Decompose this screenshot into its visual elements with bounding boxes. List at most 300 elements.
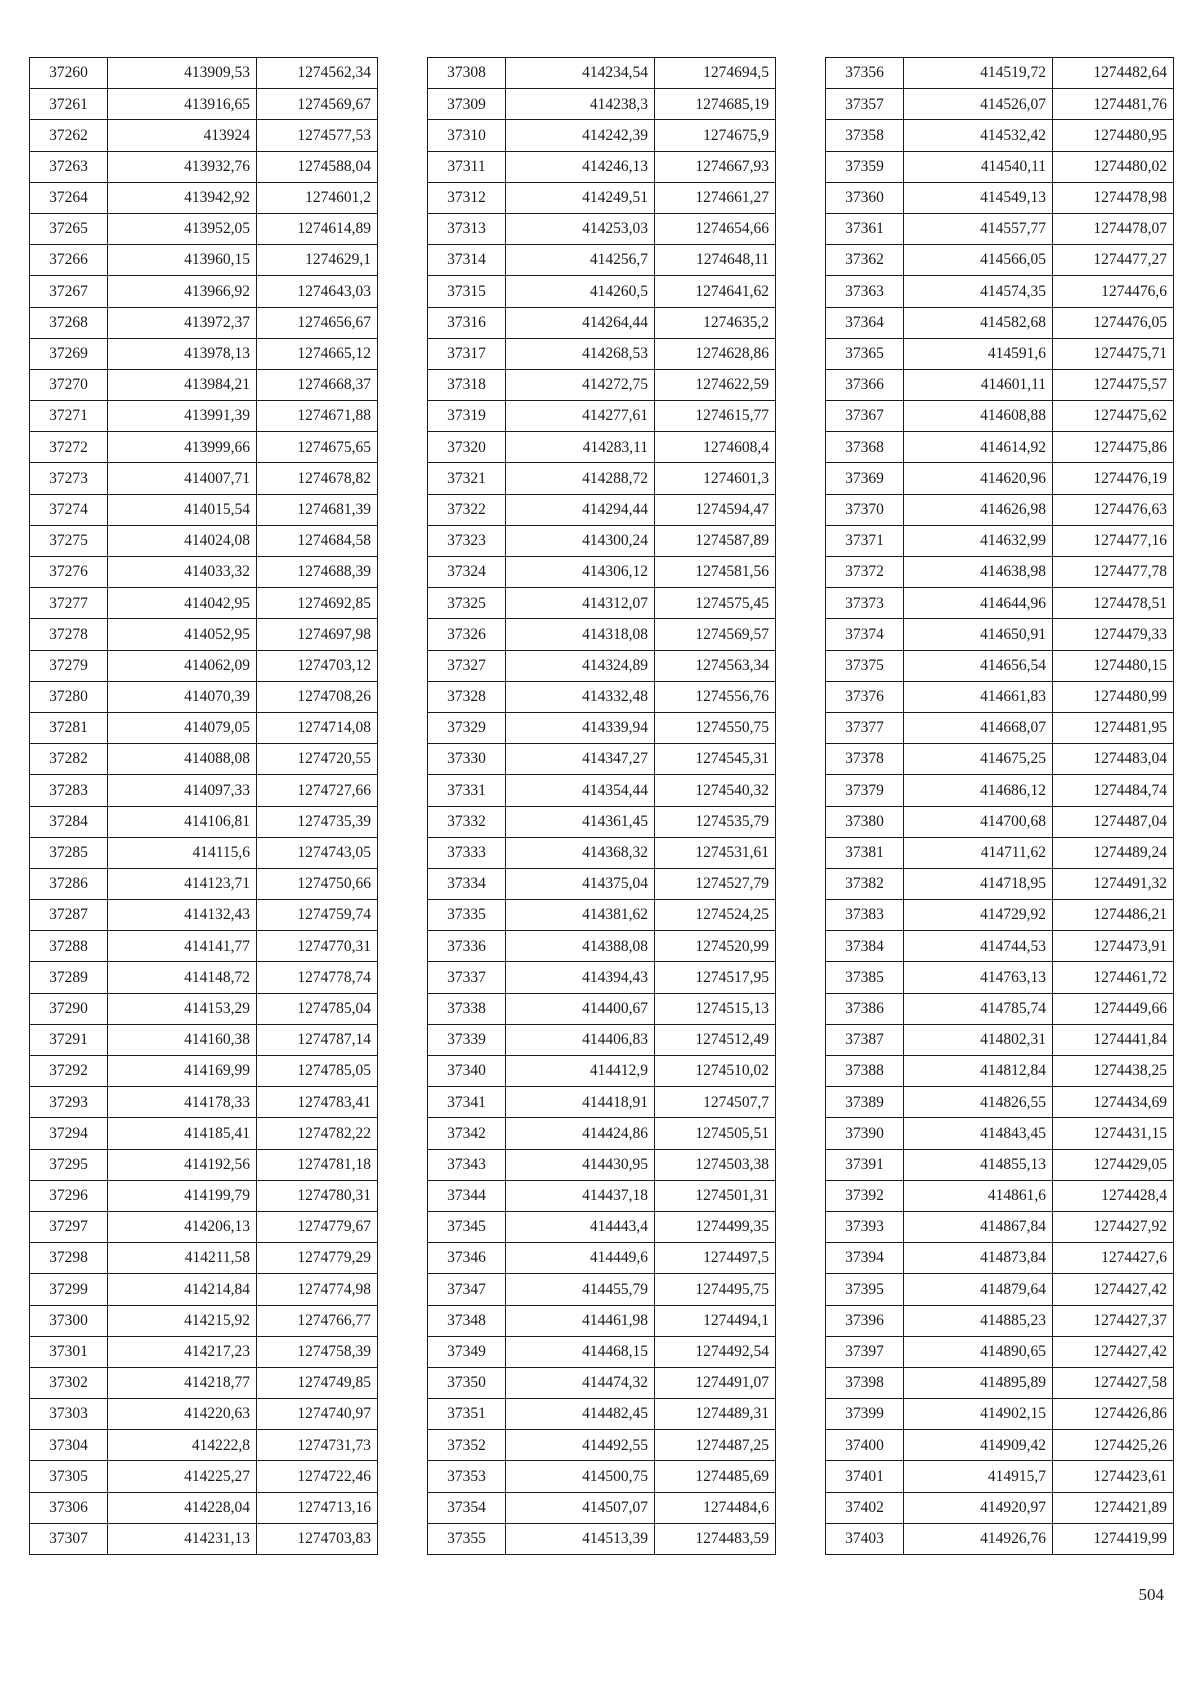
y-coordinate-cell: 1274714,08: [257, 712, 378, 743]
table-row: [428, 432, 776, 463]
y-coordinate-cell: 1274481,76: [1053, 89, 1174, 120]
table-row: [826, 868, 1174, 899]
point-number-cell: 37332: [428, 806, 506, 837]
y-coordinate-cell: 1274731,73: [257, 1430, 378, 1461]
point-number-cell: 37403: [826, 1523, 904, 1554]
x-coordinate-cell: 414238,3: [506, 89, 655, 120]
table-row: [428, 775, 776, 806]
table-row: [428, 1461, 776, 1492]
point-number-cell: 37402: [826, 1492, 904, 1523]
y-coordinate-cell: 1274487,25: [655, 1430, 776, 1461]
point-number-cell: 37398: [826, 1367, 904, 1398]
y-coordinate-cell: 1274441,84: [1053, 1024, 1174, 1055]
point-number-cell: 37363: [826, 276, 904, 307]
x-coordinate-cell: 414412,9: [506, 1056, 655, 1087]
x-coordinate-cell: 414132,43: [108, 900, 257, 931]
x-coordinate-cell: 414744,53: [904, 931, 1053, 962]
x-coordinate-cell: 413916,65: [108, 89, 257, 120]
table-row: [826, 401, 1174, 432]
x-coordinate-cell: 414272,75: [506, 369, 655, 400]
x-coordinate-cell: 414867,84: [904, 1211, 1053, 1242]
table-row: [826, 58, 1174, 89]
table-row: [30, 588, 378, 619]
point-number-cell: 37264: [30, 182, 108, 213]
x-coordinate-cell: 414283,11: [506, 432, 655, 463]
y-coordinate-cell: 1274461,72: [1053, 962, 1174, 993]
point-number-cell: 37346: [428, 1243, 506, 1274]
point-number-cell: 37368: [826, 432, 904, 463]
x-coordinate-cell: 414222,8: [108, 1430, 257, 1461]
y-coordinate-cell: 1274491,32: [1053, 868, 1174, 899]
point-number-cell: 37329: [428, 712, 506, 743]
y-coordinate-cell: 1274735,39: [257, 806, 378, 837]
x-coordinate-cell: 414455,79: [506, 1274, 655, 1305]
point-number-cell: 37355: [428, 1523, 506, 1554]
y-coordinate-cell: 1274495,75: [655, 1274, 776, 1305]
table-row: [30, 1305, 378, 1336]
table-row: [826, 1180, 1174, 1211]
point-number-cell: 37260: [30, 58, 108, 89]
x-coordinate-cell: 414601,11: [904, 369, 1053, 400]
x-coordinate-cell: 414437,18: [506, 1180, 655, 1211]
y-coordinate-cell: 1274562,34: [257, 58, 378, 89]
table-row: [826, 1118, 1174, 1149]
x-coordinate-cell: 414644,96: [904, 588, 1053, 619]
y-coordinate-cell: 1274486,21: [1053, 900, 1174, 931]
x-coordinate-cell: 414902,15: [904, 1399, 1053, 1430]
x-coordinate-cell: 413972,37: [108, 307, 257, 338]
point-number-cell: 37394: [826, 1243, 904, 1274]
y-coordinate-cell: 1274615,77: [655, 401, 776, 432]
y-coordinate-cell: 1274431,15: [1053, 1118, 1174, 1149]
x-coordinate-cell: 414885,23: [904, 1305, 1053, 1336]
y-coordinate-cell: 1274429,05: [1053, 1149, 1174, 1180]
x-coordinate-cell: 414115,6: [108, 837, 257, 868]
table-row: [428, 525, 776, 556]
y-coordinate-cell: 1274684,58: [257, 525, 378, 556]
table-row: [826, 369, 1174, 400]
point-number-cell: 37373: [826, 588, 904, 619]
point-number-cell: 37306: [30, 1492, 108, 1523]
table-row: [428, 151, 776, 182]
table-row: [428, 619, 776, 650]
point-number-cell: 37277: [30, 588, 108, 619]
table-row: [30, 432, 378, 463]
y-coordinate-cell: 1274675,9: [655, 120, 776, 151]
y-coordinate-cell: 1274503,38: [655, 1149, 776, 1180]
table-row: [428, 89, 776, 120]
y-coordinate-cell: 1274577,53: [257, 120, 378, 151]
table-row: [826, 89, 1174, 120]
y-coordinate-cell: 1274703,83: [257, 1523, 378, 1554]
y-coordinate-cell: 1274524,25: [655, 900, 776, 931]
point-number-cell: 37300: [30, 1305, 108, 1336]
table-row: [30, 806, 378, 837]
table-row: [30, 837, 378, 868]
table-row: [30, 1492, 378, 1523]
point-number-cell: 37297: [30, 1211, 108, 1242]
point-number-cell: 37362: [826, 245, 904, 276]
table-row: [826, 213, 1174, 244]
x-coordinate-cell: 414264,44: [506, 307, 655, 338]
x-coordinate-cell: 414199,79: [108, 1180, 257, 1211]
point-number-cell: 37283: [30, 775, 108, 806]
y-coordinate-cell: 1274545,31: [655, 744, 776, 775]
x-coordinate-cell: 414141,77: [108, 931, 257, 962]
y-coordinate-cell: 1274427,6: [1053, 1243, 1174, 1274]
y-coordinate-cell: 1274681,39: [257, 494, 378, 525]
table-row: [30, 182, 378, 213]
table-row: [428, 307, 776, 338]
table-row: [428, 712, 776, 743]
y-coordinate-cell: 1274601,2: [257, 182, 378, 213]
point-number-cell: 37309: [428, 89, 506, 120]
point-number-cell: 37287: [30, 900, 108, 931]
y-coordinate-cell: 1274476,6: [1053, 276, 1174, 307]
table-row: [30, 1336, 378, 1367]
y-coordinate-cell: 1274641,62: [655, 276, 776, 307]
y-coordinate-cell: 1274489,31: [655, 1399, 776, 1430]
point-number-cell: 37317: [428, 338, 506, 369]
y-coordinate-cell: 1274482,64: [1053, 58, 1174, 89]
y-coordinate-cell: 1274575,45: [655, 588, 776, 619]
table-row: [428, 1149, 776, 1180]
point-number-cell: 37326: [428, 619, 506, 650]
point-number-cell: 37356: [826, 58, 904, 89]
point-number-cell: 37268: [30, 307, 108, 338]
y-coordinate-cell: 1274675,65: [257, 432, 378, 463]
table-row: [428, 1118, 776, 1149]
x-coordinate-cell: 414160,38: [108, 1024, 257, 1055]
x-coordinate-cell: 414253,03: [506, 213, 655, 244]
point-number-cell: 37308: [428, 58, 506, 89]
table-row: [826, 650, 1174, 681]
x-coordinate-cell: 414895,89: [904, 1367, 1053, 1398]
x-coordinate-cell: 414218,77: [108, 1367, 257, 1398]
x-coordinate-cell: 414375,04: [506, 868, 655, 899]
y-coordinate-cell: 1274581,56: [655, 557, 776, 588]
table-row: [826, 432, 1174, 463]
x-coordinate-cell: 414430,95: [506, 1149, 655, 1180]
table-row: [428, 588, 776, 619]
point-number-cell: 37344: [428, 1180, 506, 1211]
table-row: [30, 1056, 378, 1087]
x-coordinate-cell: 414700,68: [904, 806, 1053, 837]
y-coordinate-cell: 1274727,66: [257, 775, 378, 806]
table-row: [30, 213, 378, 244]
y-coordinate-cell: 1274477,16: [1053, 525, 1174, 556]
point-number-cell: 37333: [428, 837, 506, 868]
table-row: [826, 494, 1174, 525]
x-coordinate-cell: 414339,94: [506, 712, 655, 743]
page-number: 504: [1138, 1585, 1164, 1604]
x-coordinate-cell: 414638,98: [904, 557, 1053, 588]
point-number-cell: 37271: [30, 401, 108, 432]
y-coordinate-cell: 1274550,75: [655, 712, 776, 743]
table-row: [428, 1430, 776, 1461]
x-coordinate-cell: 414926,76: [904, 1523, 1053, 1554]
y-coordinate-cell: 1274427,42: [1053, 1274, 1174, 1305]
x-coordinate-cell: 414843,45: [904, 1118, 1053, 1149]
y-coordinate-cell: 1274778,74: [257, 962, 378, 993]
point-number-cell: 37279: [30, 650, 108, 681]
table-row: [30, 276, 378, 307]
point-number-cell: 37291: [30, 1024, 108, 1055]
y-coordinate-cell: 1274665,12: [257, 338, 378, 369]
point-number-cell: 37284: [30, 806, 108, 837]
x-coordinate-cell: 413999,66: [108, 432, 257, 463]
y-coordinate-cell: 1274629,1: [257, 245, 378, 276]
point-number-cell: 37280: [30, 681, 108, 712]
table-row: [30, 1367, 378, 1398]
y-coordinate-cell: 1274722,46: [257, 1461, 378, 1492]
table-row: [428, 1399, 776, 1430]
x-coordinate-cell: 414169,99: [108, 1056, 257, 1087]
x-coordinate-cell: 414540,11: [904, 151, 1053, 182]
y-coordinate-cell: 1274654,66: [655, 213, 776, 244]
x-coordinate-cell: 413924: [108, 120, 257, 151]
y-coordinate-cell: 1274485,69: [655, 1461, 776, 1492]
point-number-cell: 37314: [428, 245, 506, 276]
x-coordinate-cell: 414153,29: [108, 993, 257, 1024]
x-coordinate-cell: 414033,32: [108, 557, 257, 588]
x-coordinate-cell: 414920,97: [904, 1492, 1053, 1523]
point-number-cell: 37386: [826, 993, 904, 1024]
x-coordinate-cell: 413952,05: [108, 213, 257, 244]
table-row: [428, 1367, 776, 1398]
point-number-cell: 37401: [826, 1461, 904, 1492]
x-coordinate-cell: 414557,77: [904, 213, 1053, 244]
y-coordinate-cell: 1274678,82: [257, 463, 378, 494]
y-coordinate-cell: 1274497,5: [655, 1243, 776, 1274]
point-number-cell: 37392: [826, 1180, 904, 1211]
table-row: [30, 900, 378, 931]
x-coordinate-cell: 414042,95: [108, 588, 257, 619]
x-coordinate-cell: 414608,88: [904, 401, 1053, 432]
table-row: [428, 1180, 776, 1211]
y-coordinate-cell: 1274628,86: [655, 338, 776, 369]
x-coordinate-cell: 414500,75: [506, 1461, 655, 1492]
table-row: [826, 1243, 1174, 1274]
point-number-cell: 37315: [428, 276, 506, 307]
y-coordinate-cell: 1274480,15: [1053, 650, 1174, 681]
y-coordinate-cell: 1274770,31: [257, 931, 378, 962]
y-coordinate-cell: 1274643,03: [257, 276, 378, 307]
table-row: [428, 1056, 776, 1087]
point-number-cell: 37390: [826, 1118, 904, 1149]
table-row: [428, 1024, 776, 1055]
x-coordinate-cell: 414915,7: [904, 1461, 1053, 1492]
table-row: [30, 775, 378, 806]
point-number-cell: 37360: [826, 182, 904, 213]
point-number-cell: 37337: [428, 962, 506, 993]
x-coordinate-cell: 414626,98: [904, 494, 1053, 525]
table-row: [826, 1461, 1174, 1492]
table-row: [826, 1492, 1174, 1523]
y-coordinate-cell: 1274501,31: [655, 1180, 776, 1211]
table-row: [826, 806, 1174, 837]
table-row: [826, 837, 1174, 868]
x-coordinate-cell: 413966,92: [108, 276, 257, 307]
point-number-cell: 37316: [428, 307, 506, 338]
x-coordinate-cell: 414015,54: [108, 494, 257, 525]
x-coordinate-cell: 414729,92: [904, 900, 1053, 931]
x-coordinate-cell: 414802,31: [904, 1024, 1053, 1055]
point-number-cell: 37278: [30, 619, 108, 650]
point-number-cell: 37292: [30, 1056, 108, 1087]
point-number-cell: 37289: [30, 962, 108, 993]
coordinates-table-3: [825, 57, 1174, 1555]
point-number-cell: 37321: [428, 463, 506, 494]
table-row: [826, 712, 1174, 743]
point-number-cell: 37341: [428, 1087, 506, 1118]
point-number-cell: 37318: [428, 369, 506, 400]
x-coordinate-cell: 414879,64: [904, 1274, 1053, 1305]
x-coordinate-cell: 414217,23: [108, 1336, 257, 1367]
y-coordinate-cell: 1274425,26: [1053, 1430, 1174, 1461]
table-row: [30, 1149, 378, 1180]
x-coordinate-cell: 414268,53: [506, 338, 655, 369]
x-coordinate-cell: 414909,42: [904, 1430, 1053, 1461]
point-number-cell: 37269: [30, 338, 108, 369]
x-coordinate-cell: 414873,84: [904, 1243, 1053, 1274]
table-row: [428, 1305, 776, 1336]
table-row: [826, 557, 1174, 588]
x-coordinate-cell: 414249,51: [506, 182, 655, 213]
y-coordinate-cell: 1274520,99: [655, 931, 776, 962]
x-coordinate-cell: 414185,41: [108, 1118, 257, 1149]
x-coordinate-cell: 414492,55: [506, 1430, 655, 1461]
x-coordinate-cell: 413932,76: [108, 151, 257, 182]
x-coordinate-cell: 414443,4: [506, 1211, 655, 1242]
x-coordinate-cell: 414220,63: [108, 1399, 257, 1430]
point-number-cell: 37388: [826, 1056, 904, 1087]
y-coordinate-cell: 1274692,85: [257, 588, 378, 619]
table-row: [826, 1274, 1174, 1305]
x-coordinate-cell: 414656,54: [904, 650, 1053, 681]
y-coordinate-cell: 1274477,78: [1053, 557, 1174, 588]
point-number-cell: 37395: [826, 1274, 904, 1305]
y-coordinate-cell: 1274419,99: [1053, 1523, 1174, 1554]
table-row: [30, 1243, 378, 1274]
table-row: [826, 338, 1174, 369]
y-coordinate-cell: 1274478,51: [1053, 588, 1174, 619]
x-coordinate-cell: 414890,65: [904, 1336, 1053, 1367]
table-row: [30, 401, 378, 432]
point-number-cell: 37352: [428, 1430, 506, 1461]
point-number-cell: 37382: [826, 868, 904, 899]
y-coordinate-cell: 1274427,42: [1053, 1336, 1174, 1367]
point-number-cell: 37313: [428, 213, 506, 244]
coordinates-table-1: [29, 57, 378, 1555]
x-coordinate-cell: 414256,7: [506, 245, 655, 276]
table-row: [826, 1087, 1174, 1118]
point-number-cell: 37389: [826, 1087, 904, 1118]
x-coordinate-cell: 413909,53: [108, 58, 257, 89]
y-coordinate-cell: 1274491,07: [655, 1367, 776, 1398]
y-coordinate-cell: 1274779,29: [257, 1243, 378, 1274]
table-row: [826, 619, 1174, 650]
x-coordinate-cell: 413978,13: [108, 338, 257, 369]
y-coordinate-cell: 1274563,34: [655, 650, 776, 681]
table-row: [428, 276, 776, 307]
x-coordinate-cell: 414052,95: [108, 619, 257, 650]
point-number-cell: 37379: [826, 775, 904, 806]
x-coordinate-cell: 414532,42: [904, 120, 1053, 151]
table-row: [30, 619, 378, 650]
point-number-cell: 37305: [30, 1461, 108, 1492]
point-number-cell: 37384: [826, 931, 904, 962]
y-coordinate-cell: 1274483,59: [655, 1523, 776, 1554]
point-number-cell: 37299: [30, 1274, 108, 1305]
x-coordinate-cell: 414519,72: [904, 58, 1053, 89]
point-number-cell: 37328: [428, 681, 506, 712]
point-number-cell: 37354: [428, 1492, 506, 1523]
table-row: [30, 463, 378, 494]
y-coordinate-cell: 1274480,02: [1053, 151, 1174, 182]
x-coordinate-cell: 414277,61: [506, 401, 655, 432]
point-number-cell: 37367: [826, 401, 904, 432]
point-number-cell: 37399: [826, 1399, 904, 1430]
y-coordinate-cell: 1274668,37: [257, 369, 378, 400]
table-row: [30, 1180, 378, 1211]
table-row: [30, 993, 378, 1024]
y-coordinate-cell: 1274489,24: [1053, 837, 1174, 868]
y-coordinate-cell: 1274478,98: [1053, 182, 1174, 213]
y-coordinate-cell: 1274512,49: [655, 1024, 776, 1055]
table-row: [826, 1149, 1174, 1180]
point-number-cell: 37270: [30, 369, 108, 400]
table-row: [428, 962, 776, 993]
point-number-cell: 37323: [428, 525, 506, 556]
point-number-cell: 37353: [428, 1461, 506, 1492]
table-row: [30, 307, 378, 338]
x-coordinate-cell: 413960,15: [108, 245, 257, 276]
table-row: [30, 1211, 378, 1242]
y-coordinate-cell: 1274427,58: [1053, 1367, 1174, 1398]
table-row: [826, 525, 1174, 556]
x-coordinate-cell: 414225,27: [108, 1461, 257, 1492]
x-coordinate-cell: 414394,43: [506, 962, 655, 993]
x-coordinate-cell: 414294,44: [506, 494, 655, 525]
point-number-cell: 37361: [826, 213, 904, 244]
point-number-cell: 37357: [826, 89, 904, 120]
y-coordinate-cell: 1274473,91: [1053, 931, 1174, 962]
y-coordinate-cell: 1274697,98: [257, 619, 378, 650]
x-coordinate-cell: 414650,91: [904, 619, 1053, 650]
table-row: [30, 1087, 378, 1118]
table-row: [826, 1430, 1174, 1461]
point-number-cell: 37263: [30, 151, 108, 182]
x-coordinate-cell: 414482,45: [506, 1399, 655, 1430]
y-coordinate-cell: 1274426,86: [1053, 1399, 1174, 1430]
point-number-cell: 37372: [826, 557, 904, 588]
y-coordinate-cell: 1274556,76: [655, 681, 776, 712]
point-number-cell: 37350: [428, 1367, 506, 1398]
table-row: [428, 182, 776, 213]
x-coordinate-cell: 414148,72: [108, 962, 257, 993]
x-coordinate-cell: 414461,98: [506, 1305, 655, 1336]
x-coordinate-cell: 414406,83: [506, 1024, 655, 1055]
table-row: [428, 1243, 776, 1274]
table-row: [428, 557, 776, 588]
table-row: [30, 931, 378, 962]
y-coordinate-cell: 1274427,37: [1053, 1305, 1174, 1336]
y-coordinate-cell: 1274475,71: [1053, 338, 1174, 369]
table-row: [428, 931, 776, 962]
point-number-cell: 37397: [826, 1336, 904, 1367]
x-coordinate-cell: 414582,68: [904, 307, 1053, 338]
